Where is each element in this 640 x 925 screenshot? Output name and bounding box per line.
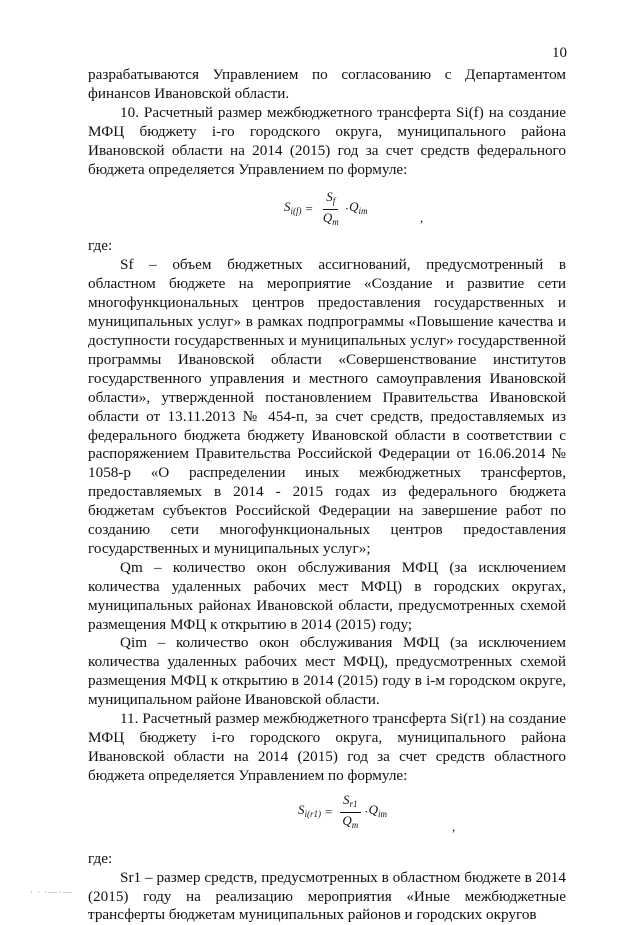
formula2-lhs: $S_{i(r1)}$ [298, 801, 321, 819]
where-label-2: где: [88, 849, 113, 867]
paragraph-continuation: разрабатываются Управлением по согласованию с Департаментом финансов Ивановской области. [88, 66, 566, 102]
formula2-comma: , [452, 818, 456, 834]
formula2-eq: = [325, 803, 333, 819]
definition-qim: Qim – количество окон обслуживания МФЦ (за исключением количества удаленных рабочих мест МФЦ), предусмотренных схемой размещения МФЦ к открытию в 2014 (2015) году в i-м городском округе, муниципальном районе Ивановской области. [88, 634, 566, 709]
formula-federal [88, 179, 566, 235]
formula1-fraction: $\frac{S_f}{Q_m}$ [322, 189, 339, 228]
formula2-mul: · [364, 803, 369, 819]
footer-mark: · · ·—·— [30, 887, 73, 897]
formula-regional [88, 786, 566, 844]
formula1-eq: = [305, 201, 313, 217]
definition-qm: Qm – количество окон обслуживания МФЦ (за исключением количества удаленных рабочих мест МФЦ) в городских округах, муниципальных районах Ивановской области, предусмотренных схемой размещения МФЦ к открытию в 2014 (2015) году; [88, 558, 566, 633]
document-body [88, 66, 566, 925]
formula1-mul: · [344, 201, 350, 217]
definition-sr1: Sr1 – размер средств, предусмотренных в областном бюджете в 2014 (2015) году на реализацию мероприятия «Иные межбюджетные трансферты бюджетам муниципальных районов и городских округов [88, 868, 566, 924]
paragraph-11: 11. Расчетный размер межбюджетного трансферта Si(r1) на создание МФЦ бюджету i-го городского округа, муниципального района Ивановской области на 2014 (2015) год за счет средств областного бюджета определяется Управлением по формуле: [88, 710, 566, 784]
where-label-1: где: [88, 237, 113, 255]
definition-sf: Sf – объем бюджетных ассигнований, предусмотренный в областном бюджете на мероприятие «Создание и развитие сети многофункциональных центров предоставления государственных и муниципальных услуг» в рамках подпрограммы «Повышение качества и доступности государственных и муниципальных услуг» государственной программы Ивановской области «Совершенствование институтов государственного управления и местного самоуправления Ивановской области», утвержденной постановлением Правительства Ивановской области от 13.11.2013 № 454-п, за счет средств, предоставляемых из федерального бюджета бюджету Ивановской области в соответствии с распоряжением Правительства Российской Федерации от 16.06.2014 № 1058-р «О распределении иных межбюджетных трансфертов, предоставляемых в 2014 - 2015 годах из федерального бюджета бюджетам субъектов Российской Федерации на завершение работ по созданию сети многофункциональных центров предоставления государственных и муниципальных услуг»; [88, 256, 566, 557]
formula2-factor: $Q_{im}$ [368, 801, 387, 819]
formula1-comma: , [420, 210, 424, 226]
formula1-factor: $Q_{im}$ [349, 199, 368, 217]
formula1-lhs: $S_{i(f)}$ [284, 199, 302, 217]
paragraph-10: 10. Расчетный размер межбюджетного трансферта Si(f) на создание МФЦ бюджету i-го городского округа, муниципального района Ивановской области на 2014 (2015) год за счет средств федерального бюджета определяется Управлением по формуле: [88, 103, 566, 178]
formula2-fraction: $\frac{S_{r1}}{Q_m}$ [339, 792, 361, 833]
page-number: 10 [552, 45, 567, 61]
